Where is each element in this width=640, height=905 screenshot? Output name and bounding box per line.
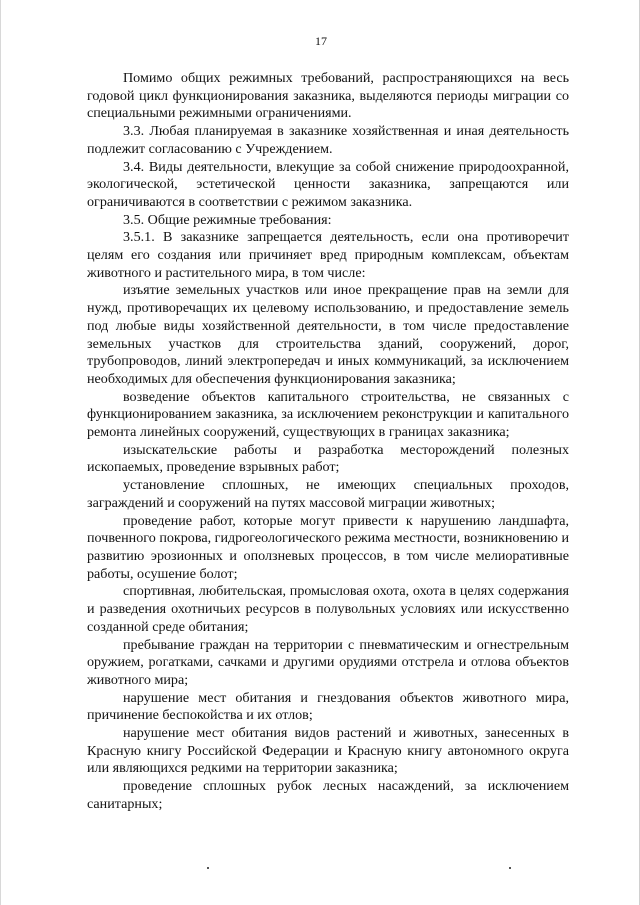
list-item-habitat-disturbance: нарушение мест обитания и гнездования объектов животного мира, причинение беспокойства и их отлов; [87,689,569,724]
scan-dot [509,867,511,869]
paragraph-3-5: 3.5. Общие режимные требования: [123,211,332,228]
list-item-construction: возведение объектов капитального строительства, не связанных с функционированием заказника, за исключением реконструкции и капитального ремонта линейных сооружений, существующих в границах заказника; [87,388,569,441]
paragraph-migration-periods: Помимо общих режимных требований, распространяющихся на весь годовой цикл функционирования заказника, выделяются периоды миграции со специальными режимными ограничениями. [87,70,569,122]
paragraph-3-5-1: 3.5.1. В заказнике запрещается деятельность, если она противоречит целям его создания или причиняет вред природным комплексам, объектам животного и растительного мира, в том числе: [87,229,569,281]
paragraph-3-3: 3.3. Любая планируемая в заказнике хозяйственная и иная деятельность подлежит согласованию с Учреждением. [87,123,569,157]
list-item-barriers: установление сплошных, не имеющих специальных проходов, заграждений и сооружений на путях массовой миграции животных; [87,477,569,511]
document-body [87,70,569,814]
page-number: 17 [315,34,327,48]
list-item-red-book-habitats: нарушение мест обитания видов растений и животных, занесенных в Красную книгу Российской Федерации и Красную книгу автономного округа или являющихся редкими на территории заказника; [87,725,569,777]
list-item-hunting: спортивная, любительская, промысловая охота, охота в целях содержания и разведения охотничьих ресурсов в полувольных условиях или искусственно созданной среде обитания; [87,583,569,635]
list-item-weapons: пребывание граждан на территории с пневматическим и огнестрельным оружием, рогатками, сачками и другими орудиями отстрела и отлова объектов животного мира; [87,636,569,688]
paragraph-3-4: 3.4. Виды деятельности, влекущие за собой снижение природоохранной, экологической, эстетической ценности заказника, запрещаются или ограничиваются в соответствии с режимом заказника. [87,158,569,210]
scan-dot [207,867,209,869]
list-item-land-seizure: изъятие земельных участков или иное прекращение прав на земли для нужд, противоречащих их целевому использованию, и предоставление земель под любые виды хозяйственной деятельности, в том числе предоставление земельных участков для строительства зданий, сооружений, дорог, трубопроводов, линий электропередач и иных коммуникаций, за исключением необходимых для обеспечения функционирования заказника; [87,282,569,387]
list-item-exploration: изыскательские работы и разработка месторождений полезных ископаемых, проведение взрывных работ; [87,441,569,476]
list-item-landscape-works: проведение работ, которые могут привести к нарушению ландшафта, почвенного покрова, гидрогеологического режима местности, возникновению и развитию эрозионных и оползневых процессов, в том числе мелиоративные работы, осушение болот; [87,512,569,582]
list-item-clear-cutting: проведение сплошных рубок лесных насаждений, за исключением санитарных; [87,778,569,812]
